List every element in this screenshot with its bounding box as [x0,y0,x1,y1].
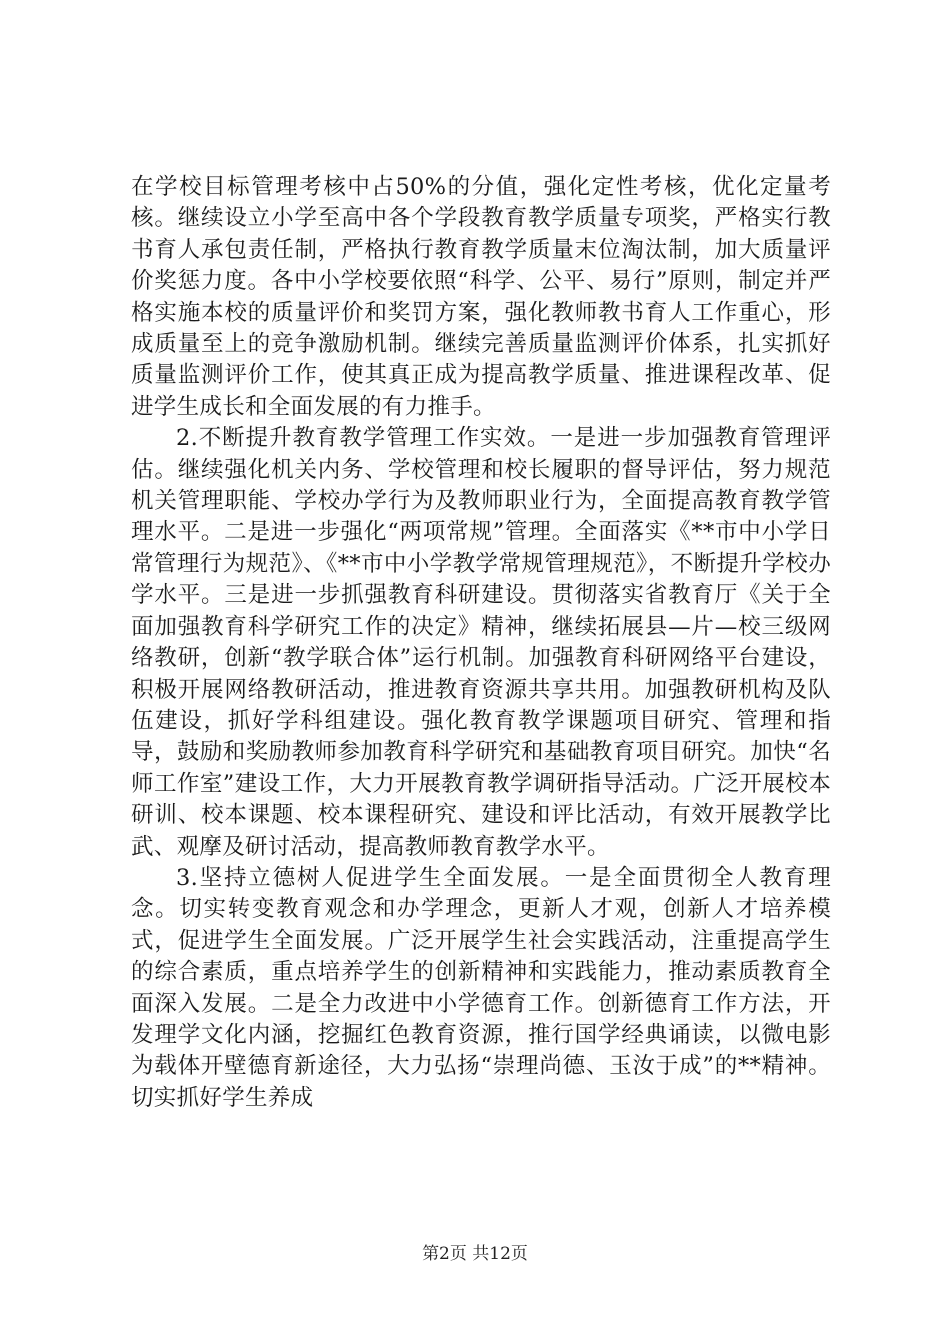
paragraph-3: 3.坚持立德树人促进学生全面发展。一是全面贯彻全人教育理念。切实转变教育观念和办学理念，更新人才观，创新人才培养模式，促进学生全面发展。广泛开展学生社会实践活动，注重提高学生的综合素质，重点培养学生的创新精神和实践能力，推动素质教育全面深入发展。二是全力改进中小学德育工作。创新德育工作方法，开发理学文化内涵，挖掘红色教育资源，推行国学经典诵读，以微电影为载体开壁德育新途径，大力弘扬“崇理尚德、玉汝于成”的**精神。切实抓好学生养成 [131,864,831,1111]
page-number-footer: 第2页 共12页 [422,1244,528,1264]
paragraph-1: 在学校目标管理考核中占50%的分值，强化定性考核，优化定量考核。继续设立小学至高中各个学段教育教学质量专项奖，严格实行教书育人承包责任制，严格执行教育教学质量末位淘汰制，加大质量评价奖惩力度。各中小学校要依照“科学、公平、易行”原则，制定并严格实施本校的质量评价和奖罚方案，强化教师教书育人工作重心，形成质量至上的竞争激励机制。继续完善质量监测评价体系，扎实抓好质量监测评价工作，使其真正成为提高教学质量、推进课程改革、促进学生成长和全面发展的有力推手。 [131,174,831,420]
paragraph-2: 2.不断提升教育教学管理工作实效。一是进一步加强教育管理评估。继续强化机关内务、学校管理和校长履职的督导评估，努力规范机关管理职能、学校办学行为及教师职业行为，全面提高教育教学管理水平。二是进一步强化“两项常规”管理。全面落实《**市中小学日常管理行为规范》、《**市中小学教学常规管理规范》，不断提升学校办学水平。三是进一步抓强教育科研建设。贯彻落实省教育厅《关于全面加强教育科学研究工作的决定》精神，继续拓展县—片—校三级网络教研，创新“教学联合体”运行机制。加强教育科研网络平台建设，积极开展网络教研活动，推进教育资源共享共用。加强教研机构及队伍建设，抓好学科组建设。强化教育教学课题项目研究、管理和指导，鼓励和奖励教师参加教育科学研究和基础教育项目研究。加快“名师工作室”建设工作，大力开展教育教学调研指导活动。广泛开展校本研训、校本课题、校本课程研究、建设和评比活动，有效开展教学比武、观摩及研讨活动，提高教师教育教学水平。 [131,425,831,860]
document-body [131,172,831,1114]
